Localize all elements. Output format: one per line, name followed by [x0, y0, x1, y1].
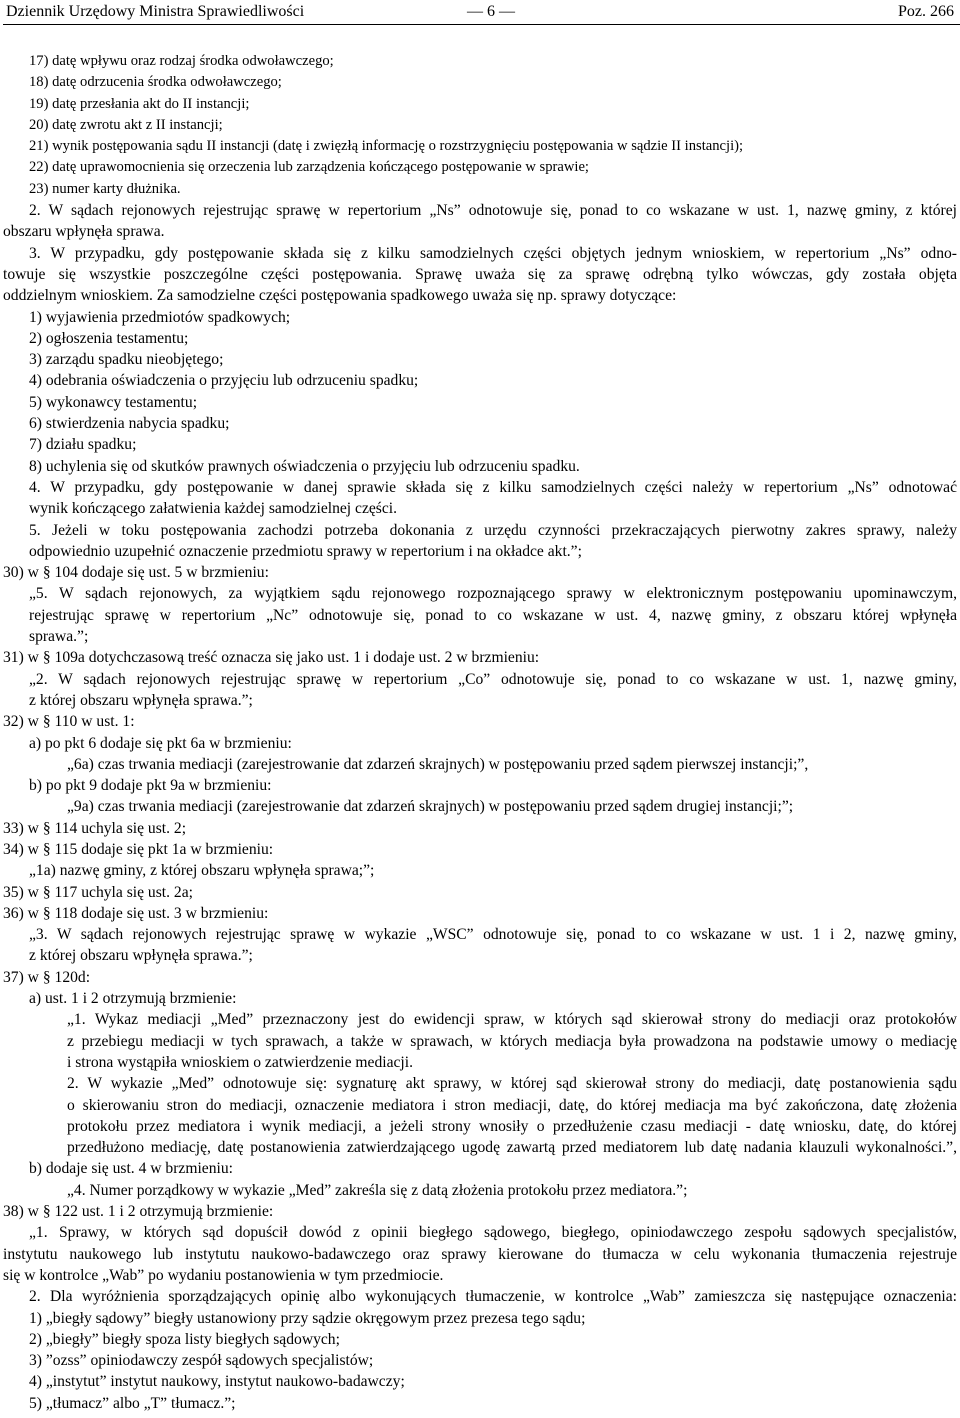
- text-line: 18) datę odrzucenia środka odwoławczego;: [29, 74, 282, 91]
- document-body: [0, 51, 960, 1414]
- text-line: i strona wystąpiła wnioskiem o zatwierdzenie mediacji.: [67, 1053, 413, 1071]
- text-line: oddzielnym wnioskiem. Za samodzielne części postępowania spadkowego uważa się np. sprawy dotyczące:: [3, 287, 677, 305]
- text-line: 33) w § 114 uchyla się ust. 2;: [3, 819, 187, 837]
- text-line: 17) datę wpływu oraz rodzaj środka odwoławczego;: [29, 53, 334, 69]
- text-line: przedłużono mediację, datę postanowienia zatwierdzającego ugodę zawartą przed mediatorem lub datę nadania klauzuli wykonalności.”,: [67, 1139, 957, 1157]
- text-line: 3. W przypadku, gdy postępowanie składa się z kilku samodzielnych części objętych jednym wnioskiem, w repertorium „Ns” odno-: [29, 244, 957, 262]
- text-line: „3. W sądach rejonowych rejestrując sprawę w wykazie „WSC” odnotowuje się, ponad to co wskazane w ust. 1 i 2, nazwę gminy,: [29, 926, 957, 944]
- text-line: a) ust. 1 i 2 otrzymują brzmienie:: [29, 990, 237, 1008]
- text-line: 4. W przypadku, gdy postępowanie w danej sprawie składa się z kilku samodzielnych części należy w repertorium „Ns” odnotować: [29, 478, 957, 496]
- page-header: [3, 0, 957, 22]
- journal-title: Dziennik Urzędowy Ministra Sprawiedliwości: [6, 3, 305, 20]
- text-line: 21) wynik postępowania sądu II instancji (datę i zwięzłą informację o rozstrzygnięciu postępowania w sądzie II instancji);: [29, 138, 744, 155]
- text-line: instytutu naukowego lub instytutu naukowo-badawczego oraz sprawy kierowane do tłumacza w celu wykonania tłumaczenia rejestruje: [3, 1245, 957, 1263]
- text-line: 34) w § 115 dodaje się pkt 1a w brzmieniu:: [3, 840, 274, 858]
- text-line: 37) w § 120d:: [3, 968, 91, 986]
- text-line: 5) wykonawcy testamentu;: [29, 393, 198, 411]
- text-line: się w kontrolce „Wab” po wydaniu postanowienia w tym przedmiocie.: [3, 1266, 444, 1284]
- text-line: b) dodaje się ust. 4 w brzmieniu:: [29, 1160, 233, 1178]
- text-line: 23) numer karty dłużnika.: [29, 180, 181, 197]
- page-number: — 6 —: [467, 3, 515, 20]
- text-line: 4) „instytut” instytut naukowy, instytut naukowo-badawczy;: [29, 1373, 405, 1391]
- text-line: „1. Wykaz mediacji „Med” przeznaczony jest do ewidencji spraw, w których sąd skierował strony do mediacji oraz protokołów: [67, 1011, 957, 1029]
- text-line: 2. W wykazie „Med” odnotowuje się: sygnaturę akt sprawy, w której sąd skierował strony do mediacji, datę postanowienia sądu: [67, 1075, 957, 1093]
- text-line: 6) stwierdzenia nabycia spadku;: [29, 415, 230, 433]
- text-line: 3) ”ozss” opiniodawczy zespół sądowych specjalistów;: [29, 1352, 374, 1370]
- text-line: 5) „tłumacz” albo „T” tłumacz.”;: [29, 1394, 236, 1412]
- text-line: b) po pkt 9 dodaje pkt 9a w brzmieniu:: [29, 777, 272, 795]
- text-line: 1) „biegły sądowy” biegły ustanowiony przy sądzie okręgowym przez prezesa tego sądu;: [29, 1309, 586, 1327]
- text-line: „5. W sądach rejonowych, za wyjątkiem sądu rejonowego rozpoznającego sprawy w elektronicznym postępowaniu upominawczym,: [29, 585, 957, 603]
- text-line: 20) datę zwrotu akt z II instancji;: [29, 116, 223, 133]
- text-line: o skierowaniu stron do mediacji, oznaczenie mediatora i stron mediacji, datę, do której mediacja ma być zakończona, datę złożenia: [67, 1096, 957, 1114]
- text-line: 22) datę uprawomocnienia się orzeczenia lub zarządzenia kończącego postępowanie w sprawie;: [29, 159, 589, 176]
- text-line: 2) „biegły” biegły spoza listy biegłych sądowych;: [29, 1330, 340, 1348]
- position-number: Poz. 266: [898, 3, 954, 20]
- text-line: „1a) nazwę gminy, z której obszaru wpłynęła sprawa;”;: [29, 862, 375, 880]
- text-line: 36) w § 118 dodaje się ust. 3 w brzmieniu:: [3, 904, 269, 922]
- text-line: 35) w § 117 uchyla się ust. 2a;: [3, 883, 193, 901]
- text-line: „1. Sprawy, w których sąd dopuścił dowód z opinii biegłego sądowego, biegłego, opiniodawczego zespołu sądowych specjalistów,: [29, 1224, 957, 1242]
- text-line: 8) uchylenia się od skutków prawnych oświadczenia o przyjęciu lub odrzuceniu spadku.: [29, 457, 580, 475]
- text-line: a) po pkt 6 dodaje się pkt 6a w brzmieniu:: [29, 734, 292, 752]
- text-line: „4. Numer porządkowy w wykazie „Med” zakreśla się z datą złożenia protokołu przez mediatora.”;: [67, 1181, 688, 1199]
- text-line: wynik kończącego załatwienia każdej samodzielnej części.: [29, 500, 398, 518]
- text-line: 2. Dla wyróżnienia sporządzających opinię albo wykonujących tłumaczenie, w kontrolce „Wab” zamieszcza się następujące oznaczenia:: [29, 1288, 957, 1306]
- text-line: „2. W sądach rejonowych rejestrując sprawę w repertorium „Co” odnotowuje się, ponad to co wskazane w ust. 1, nazwę gminy,: [29, 670, 957, 688]
- text-line: rejestrując sprawę w repertorium „Nc” odnotowuje się, ponad to co wskazane w ust. 4, nazwę gminy, z obszaru której wpłynęła: [29, 606, 957, 624]
- text-line: z której obszaru wpłynęła sprawa.”;: [29, 947, 253, 965]
- text-line: 7) działu spadku;: [29, 436, 137, 454]
- text-line: z której obszaru wpłynęła sprawa.”;: [29, 691, 253, 709]
- text-line: „9a) czas trwania mediacji (zarejestrowanie dat zdarzeń skrajnych) w postępowaniu przed sądem drugiej instancji;”;: [67, 798, 794, 816]
- text-line: 30) w § 104 dodaje się ust. 5 w brzmieniu:: [3, 564, 269, 582]
- text-line: 1) wyjawienia przedmiotów spadkowych;: [29, 308, 291, 326]
- text-line: sprawa.”;: [29, 628, 89, 646]
- text-line: 19) datę przesłania akt do II instancji;: [29, 95, 250, 112]
- text-line: 38) w § 122 ust. 1 i 2 otrzymują brzmienie:: [3, 1203, 274, 1221]
- text-line: 32) w § 110 w ust. 1:: [3, 713, 135, 731]
- text-line: 4) odebrania oświadczenia o przyjęciu lub odrzuceniu spadku;: [29, 372, 419, 390]
- text-line: 3) zarządu spadku nieobjętego;: [29, 351, 224, 369]
- text-line: 31) w § 109a dotychczasową treść oznacza się jako ust. 1 i dodaje ust. 2 w brzmieniu:: [3, 649, 540, 667]
- text-line: protokołu przez mediatora i wynik mediacji, a jeżeli strony wnosiły o przedłużenie czasu mediacji - datę wniosku, datę, do której: [67, 1117, 957, 1135]
- header-rule: [3, 24, 960, 25]
- text-line: obszaru wpłynęła sprawa.: [3, 223, 165, 241]
- text-line: 2) ogłoszenia testamentu;: [29, 329, 189, 347]
- text-line: „6a) czas trwania mediacji (zarejestrowanie dat zdarzeń skrajnych) w postępowaniu przed sądem pierwszej instancji;”,: [67, 755, 809, 773]
- text-line: odpowiednio uzupełnić oznaczenie przedmiotu sprawy w repertorium i na okładce akt.”;: [29, 542, 582, 560]
- text-line: 5. Jeżeli w toku postępowania zachodzi potrzeba dokonania z urzędu czynności przekraczających pierwotny zakres sprawy, należy: [29, 521, 957, 539]
- text-line: towuje się wszystkie poszczególne części postępowania. Sprawę uważa się za sprawę odrębną tylko wówczas, gdy została objęta: [3, 265, 957, 283]
- text-line: z przebiegu mediacji w tych sprawach, a także w sprawach, w których mediacja była prowadzona na podstawie umowy o mediację: [67, 1032, 957, 1050]
- text-line: 2. W sądach rejonowych rejestrując sprawę w repertorium „Ns” odnotowuje się, ponad to co wskazane w ust. 1, nazwę gminy, z której: [29, 202, 957, 220]
